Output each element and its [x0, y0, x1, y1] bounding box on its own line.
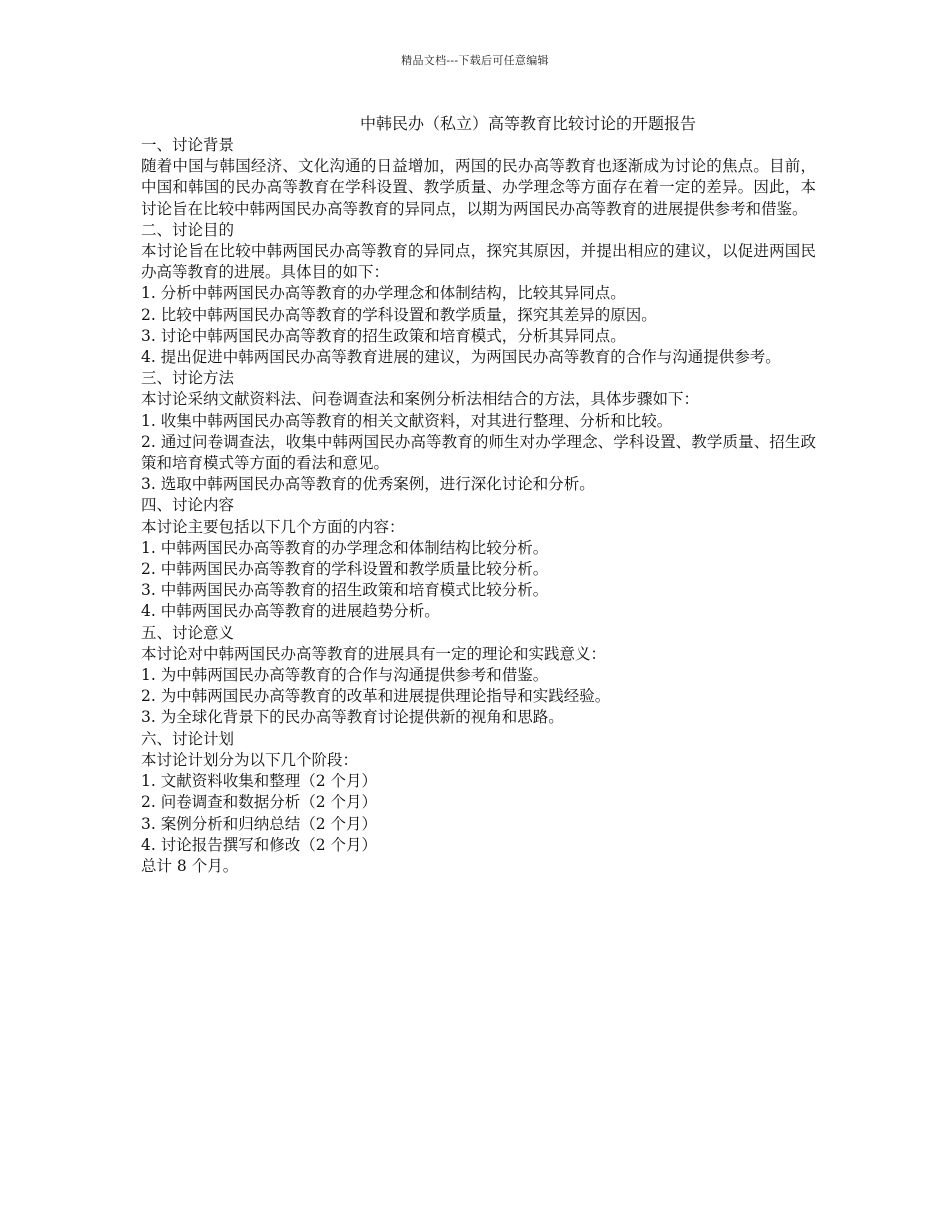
section-paragraph: 随着中国与韩国经济、文化沟通的日益增加，两国的民办高等教育也逐渐成为讨论的焦点。目前，中国和韩国的民办高等教育在学科设置、教学质量、办学理念等方面存在着一定的差异。因此，本讨论旨在比较中韩两国民办高等教育的异同点，以期为两国民办高等教育的进展提供参考和借鉴。 [141, 157, 816, 218]
section-heading-purpose: 二、讨论目的 [141, 220, 235, 239]
list-item: 4. 讨论报告撰写和修改（2 个月） [141, 835, 378, 854]
section-heading-method: 三、讨论方法 [141, 369, 235, 388]
list-item: 2. 为中韩两国民办高等教育的改革和进展提供理论指导和实践经验。 [141, 687, 611, 706]
section-heading-plan: 六、讨论计划 [141, 729, 235, 748]
section-heading-background: 一、讨论背景 [141, 136, 235, 154]
list-item: 4. 中韩两国民办高等教育的进展趋势分析。 [141, 602, 440, 621]
list-item: 3. 中韩两国民办高等教育的招生政策和培育模式比较分析。 [141, 581, 549, 600]
section-paragraph: 本讨论采纳文献资料法、问卷调查法和案例分析法相结合的方法，具体步骤如下： [141, 390, 700, 409]
list-item: 1. 为中韩两国民办高等教育的合作与沟通提供参考和借鉴。 [141, 666, 549, 685]
list-item: 1. 中韩两国民办高等教育的办学理念和体制结构比较分析。 [141, 538, 549, 557]
section-paragraph: 本讨论对中韩两国民办高等教育的进展具有一定的理论和实践意义： [141, 644, 607, 663]
list-item: 3. 选取中韩两国民办高等教育的优秀案例，进行深化讨论和分析。 [141, 475, 595, 494]
list-item: 1. 文献资料收集和整理（2 个月） [141, 772, 378, 791]
plan-total: 总计 8 个月。 [141, 856, 239, 875]
list-item: 2. 通过问卷调查法，收集中韩两国民办高等教育的师生对办学理念、学科设置、教学质量、招生政策和培育模式等方面的看法和意见。 [141, 432, 816, 473]
list-item: 2. 问卷调查和数据分析（2 个月） [141, 793, 378, 812]
section-paragraph: 本讨论主要包括以下几个方面的内容： [141, 517, 405, 536]
section-heading-significance: 五、讨论意义 [141, 623, 235, 642]
list-item: 1. 收集中韩两国民办高等教育的相关文献资料，对其进行整理、分析和比较。 [141, 411, 673, 430]
list-item: 3. 案例分析和归纳总结（2 个月） [141, 814, 378, 833]
document-body [141, 135, 816, 877]
page-header: 精品文档---下载后可任意编辑 [401, 54, 549, 67]
list-item: 1. 分析中韩两国民办高等教育的办学理念和体制结构，比较其异同点。 [141, 284, 626, 303]
list-item: 3. 为全球化背景下的民办高等教育讨论提供新的视角和思路。 [141, 708, 564, 727]
list-item: 2. 比较中韩两国民办高等教育的学科设置和教学质量，探究其差异的原因。 [141, 305, 657, 324]
section-heading-content: 四、讨论内容 [141, 496, 235, 515]
list-item: 4. 提出促进中韩两国民办高等教育进展的建议，为两国民办高等教育的合作与沟通提供参考。 [141, 348, 781, 367]
list-item: 2. 中韩两国民办高等教育的学科设置和教学质量比较分析。 [141, 560, 549, 579]
list-item: 3. 讨论中韩两国民办高等教育的招生政策和培育模式，分析其异同点。 [141, 326, 626, 345]
document-title: 中韩民办（私立）高等教育比较讨论的开题报告 [360, 114, 697, 133]
section-paragraph: 本讨论计划分为以下几个阶段： [141, 750, 359, 769]
section-paragraph: 本讨论旨在比较中韩两国民办高等教育的异同点，探究其原因，并提出相应的建议，以促进两国民办高等教育的进展。具体目的如下： [141, 242, 816, 282]
